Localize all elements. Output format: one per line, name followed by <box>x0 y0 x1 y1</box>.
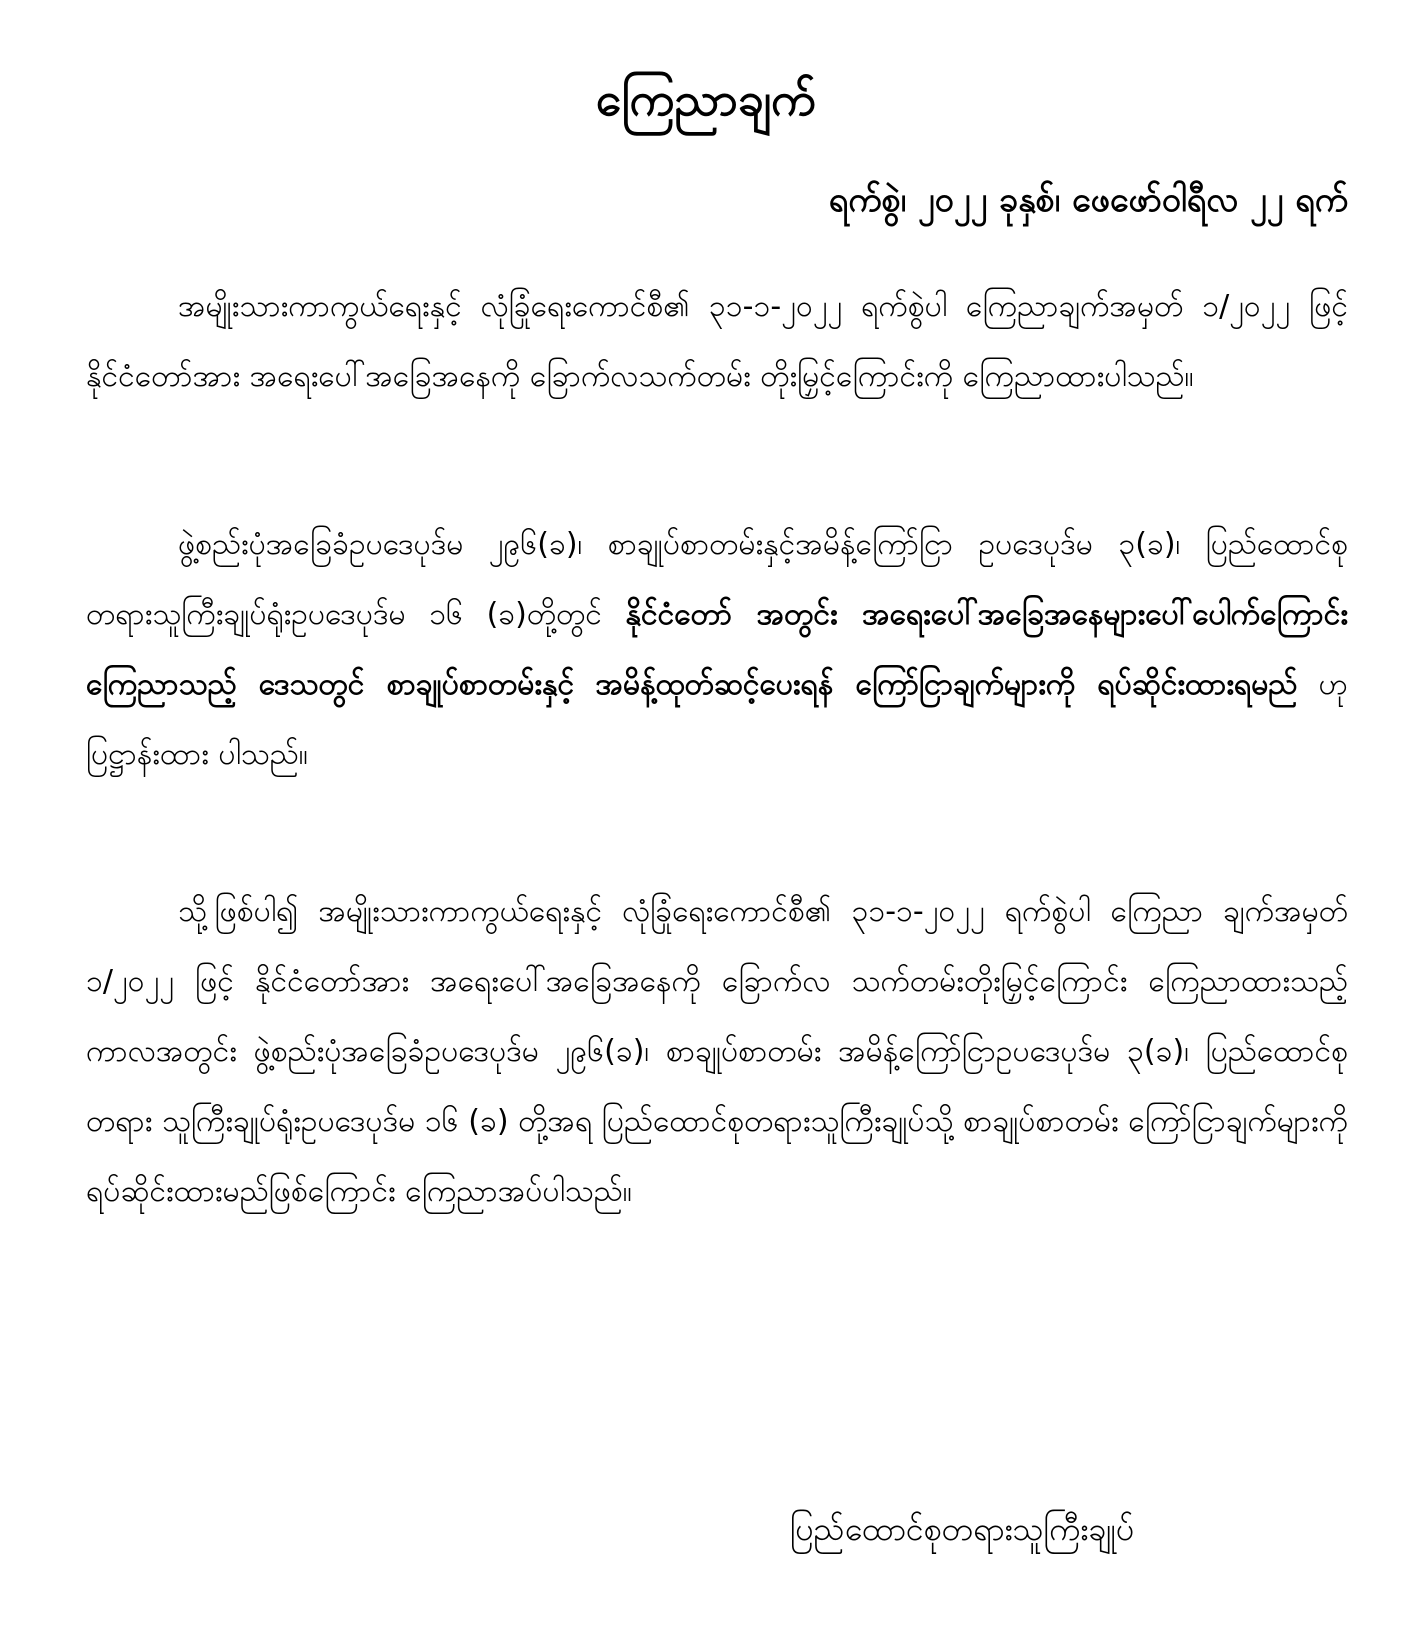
paragraph-2-bold-1: နိုင်ငံတော် အတွင်း အရေးပေါ်အခြေအနေများပေါ်ပေါက်ကြောင်း ကြေညာသည့် ဒေသတွင် စာချုပ်စာတမ်းနှင့် <box>86 597 1348 702</box>
signature: ပြည်ထောင်စုတရားသူကြီးချုပ် <box>790 1510 1135 1548</box>
paragraph-2-part-2: ဟု ပြဋ္ဌာန်းထား ပါသည်။ <box>86 667 1348 772</box>
document-date: ရက်စွဲ၊ ၂၀၂၂ ခုနှစ်၊ ဖေဖော်ဝါရီလ ၂၂ ရက် <box>828 180 1348 220</box>
document-title: ကြေညာချက် <box>595 72 817 126</box>
paragraph-2 <box>86 510 1348 790</box>
paragraph-2-part-1: ဖွဲ့စည်းပုံအခြေခံဥပဒေပုဒ်မ ၂၉၆(ခ)၊ စာချုပ်စာတမ်းနှင့်အမိန့်ကြော်ငြာ ဥပဒေပုဒ်မ ၃(ခ)၊ ပြည်ထောင်စုတရားသူကြီးချုပ်ရုံးဥပဒေပုဒ်မ ၁၆ (ခ)တို့တွင် <box>86 527 1348 632</box>
paragraph-3: သို့ဖြစ်ပါ၍ အမျိုးသားကာကွယ်ရေးနှင့် လုံခြုံရေးကောင်စီ၏ ၃၁-၁-၂၀၂၂ ရက်စွဲပါ ကြေညာ ချက်အမှတ် ၁/၂၀၂၂ ဖြင့် နိုင်ငံတော်အား အရေးပေါ်အခြေအနေကို ခြောက်လ သက်တမ်းတိုးမြှင့်ကြောင်း ကြေညာထားသည့် ကာလအတွင်း ဖွဲ့စည်းပုံအခြေခံဥပဒေပုဒ်မ ၂၉၆(ခ)၊ စာချုပ်စာတမ်း အမိန့်ကြော်ငြာဥပဒေပုဒ်မ ၃(ခ)၊ ပြည်ထောင်စုတရား သူကြီးချုပ်ရုံးဥပဒေပုဒ်မ ၁၆ (ခ) တို့အရ ပြည်ထောင်စုတရားသူကြီးချုပ်သို့ စာချုပ်စာတမ်း ကြော်ငြာချက်များကို ရပ်ဆိုင်းထားမည်ဖြစ်ကြောင်း ကြေညာအပ်ပါသည်။ <box>86 894 1348 1209</box>
paragraph-1: အမျိုးသားကာကွယ်ရေးနှင့် လုံခြုံရေးကောင်စီ၏ ၃၁-၁-၂၀၂၂ ရက်စွဲပါ ကြေညာချက်အမှတ် ၁/၂၀၂၂ ဖြင့် နိုင်ငံတော်အား အရေးပေါ်အခြေအနေကို ခြောက်လသက်တမ်း တိုးမြှင့်ကြောင်းကို ကြေညာထားပါသည်။ <box>86 289 1348 394</box>
paragraph-2-bold-2: အမိန့်ထုတ်ဆင့်ပေးရန် ကြော်ငြာချက်များကို ရပ်ဆိုင်းထားရမည် <box>595 667 1298 702</box>
